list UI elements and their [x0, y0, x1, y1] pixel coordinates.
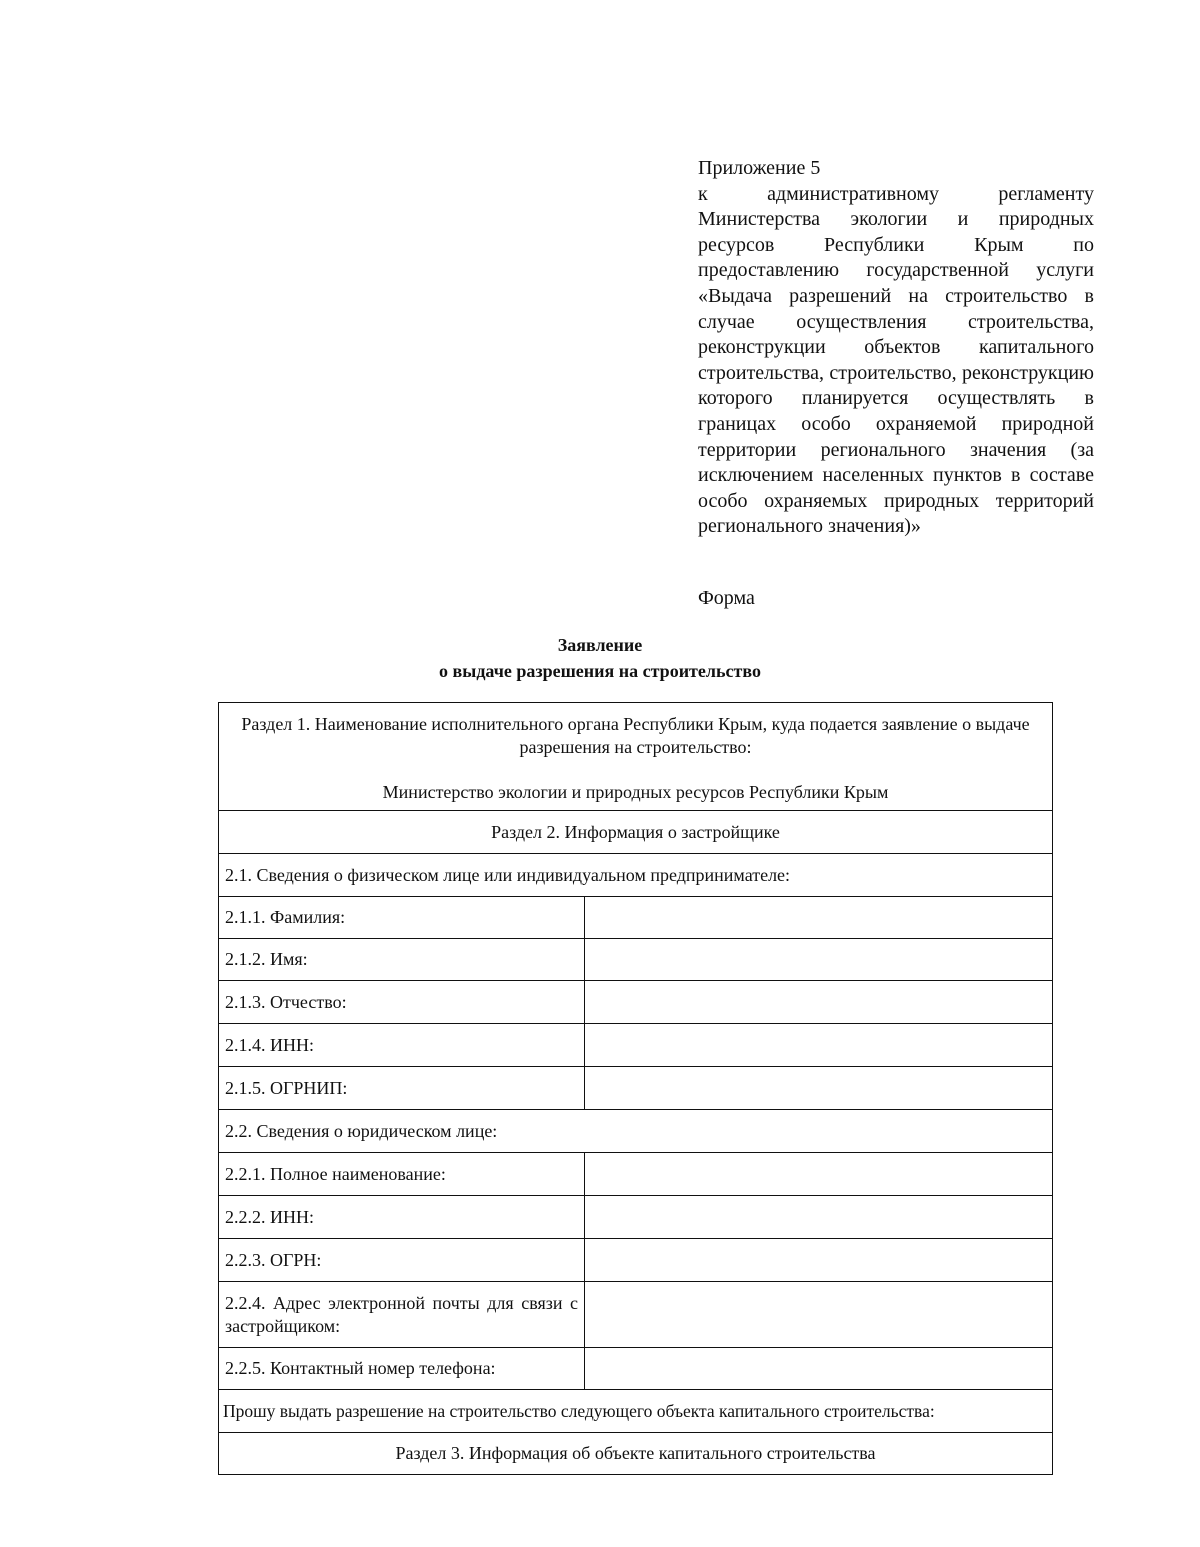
appendix-block [698, 156, 1094, 540]
application-form-table [218, 702, 1053, 1475]
individual-heading-row [219, 854, 1053, 897]
field-value-phone[interactable] [585, 1348, 1053, 1390]
field-value-patronymic[interactable] [585, 981, 1053, 1024]
document-title-line1: Заявление [557, 635, 643, 655]
table-row [219, 1196, 1053, 1239]
document-title-line2: о выдаче разрешения на строительство [439, 661, 761, 681]
form-label: Форма [698, 587, 755, 609]
field-value-email[interactable] [585, 1282, 1053, 1348]
table-row [219, 1024, 1053, 1067]
table-row [219, 1153, 1053, 1196]
table-row [219, 1067, 1053, 1110]
section2-heading: Раздел 2. Информация о застройщике [219, 811, 1053, 854]
section3-row [219, 1433, 1053, 1475]
request-row [219, 1390, 1053, 1433]
field-label-patronymic: 2.1.3. Отчество: [219, 981, 585, 1024]
appendix-title: Приложение 5 [698, 157, 821, 179]
table-row [219, 897, 1053, 939]
field-label-lastname: 2.1.1. Фамилия: [219, 897, 585, 939]
document-title [0, 632, 1200, 684]
field-label-ogrn: 2.2.3. ОГРН: [219, 1239, 585, 1282]
field-value-inn-legal[interactable] [585, 1196, 1053, 1239]
field-value-ogrn[interactable] [585, 1239, 1053, 1282]
table-row [219, 1348, 1053, 1390]
individual-heading: 2.1. Сведения о физическом лице или индивидуальном предпринимателе: [219, 854, 1053, 897]
legal-heading: 2.2. Сведения о юридическом лице: [219, 1110, 1053, 1153]
table-row [219, 981, 1053, 1024]
legal-heading-row [219, 1110, 1053, 1153]
table-row [219, 1282, 1053, 1348]
section1-row [219, 703, 1053, 811]
field-label-ogrnip: 2.1.5. ОГРНИП: [219, 1067, 585, 1110]
field-label-inn-legal: 2.2.2. ИНН: [219, 1196, 585, 1239]
table-row [219, 939, 1053, 981]
section3-heading: Раздел 3. Информация об объекте капитального строительства [219, 1433, 1053, 1475]
appendix-text: к административному регламенту Министерства экологии и природных ресурсов Республики Крым по предоставлению государственной услуги «Выдача разрешений на строительство в случае осуществления строительства, реконструкции объектов капитального строительства, строительство, реконструкцию которого планируется осуществлять в границах особо охраняемой природной территории регионального значения (за исключением населенных пунктов в составе особо охраняемых природных территорий регионального значения)» [698, 182, 1094, 538]
field-label-fullname: 2.2.1. Полное наименование: [219, 1153, 585, 1196]
section2-row [219, 811, 1053, 854]
field-label-inn-individual: 2.1.4. ИНН: [219, 1024, 585, 1067]
field-label-email: 2.2.4. Адрес электронной почты для связи с застройщиком: [219, 1282, 585, 1348]
field-value-ogrnip[interactable] [585, 1067, 1053, 1110]
field-label-firstname: 2.1.2. Имя: [219, 939, 585, 981]
section1-cell [219, 703, 1053, 811]
field-value-fullname[interactable] [585, 1153, 1053, 1196]
field-value-inn-individual[interactable] [585, 1024, 1053, 1067]
request-text: Прошу выдать разрешение на строительство следующего объекта капитального строительства: [219, 1390, 1053, 1433]
field-value-firstname[interactable] [585, 939, 1053, 981]
field-label-phone: 2.2.5. Контактный номер телефона: [219, 1348, 585, 1390]
table-row [219, 1239, 1053, 1282]
section1-heading: Раздел 1. Наименование исполнительного органа Республики Крым, куда подается заявление о выдаче разрешения на строительство: [241, 714, 1030, 757]
field-value-lastname[interactable] [585, 897, 1053, 939]
section1-value: Министерство экологии и природных ресурсов Республики Крым [382, 782, 889, 802]
